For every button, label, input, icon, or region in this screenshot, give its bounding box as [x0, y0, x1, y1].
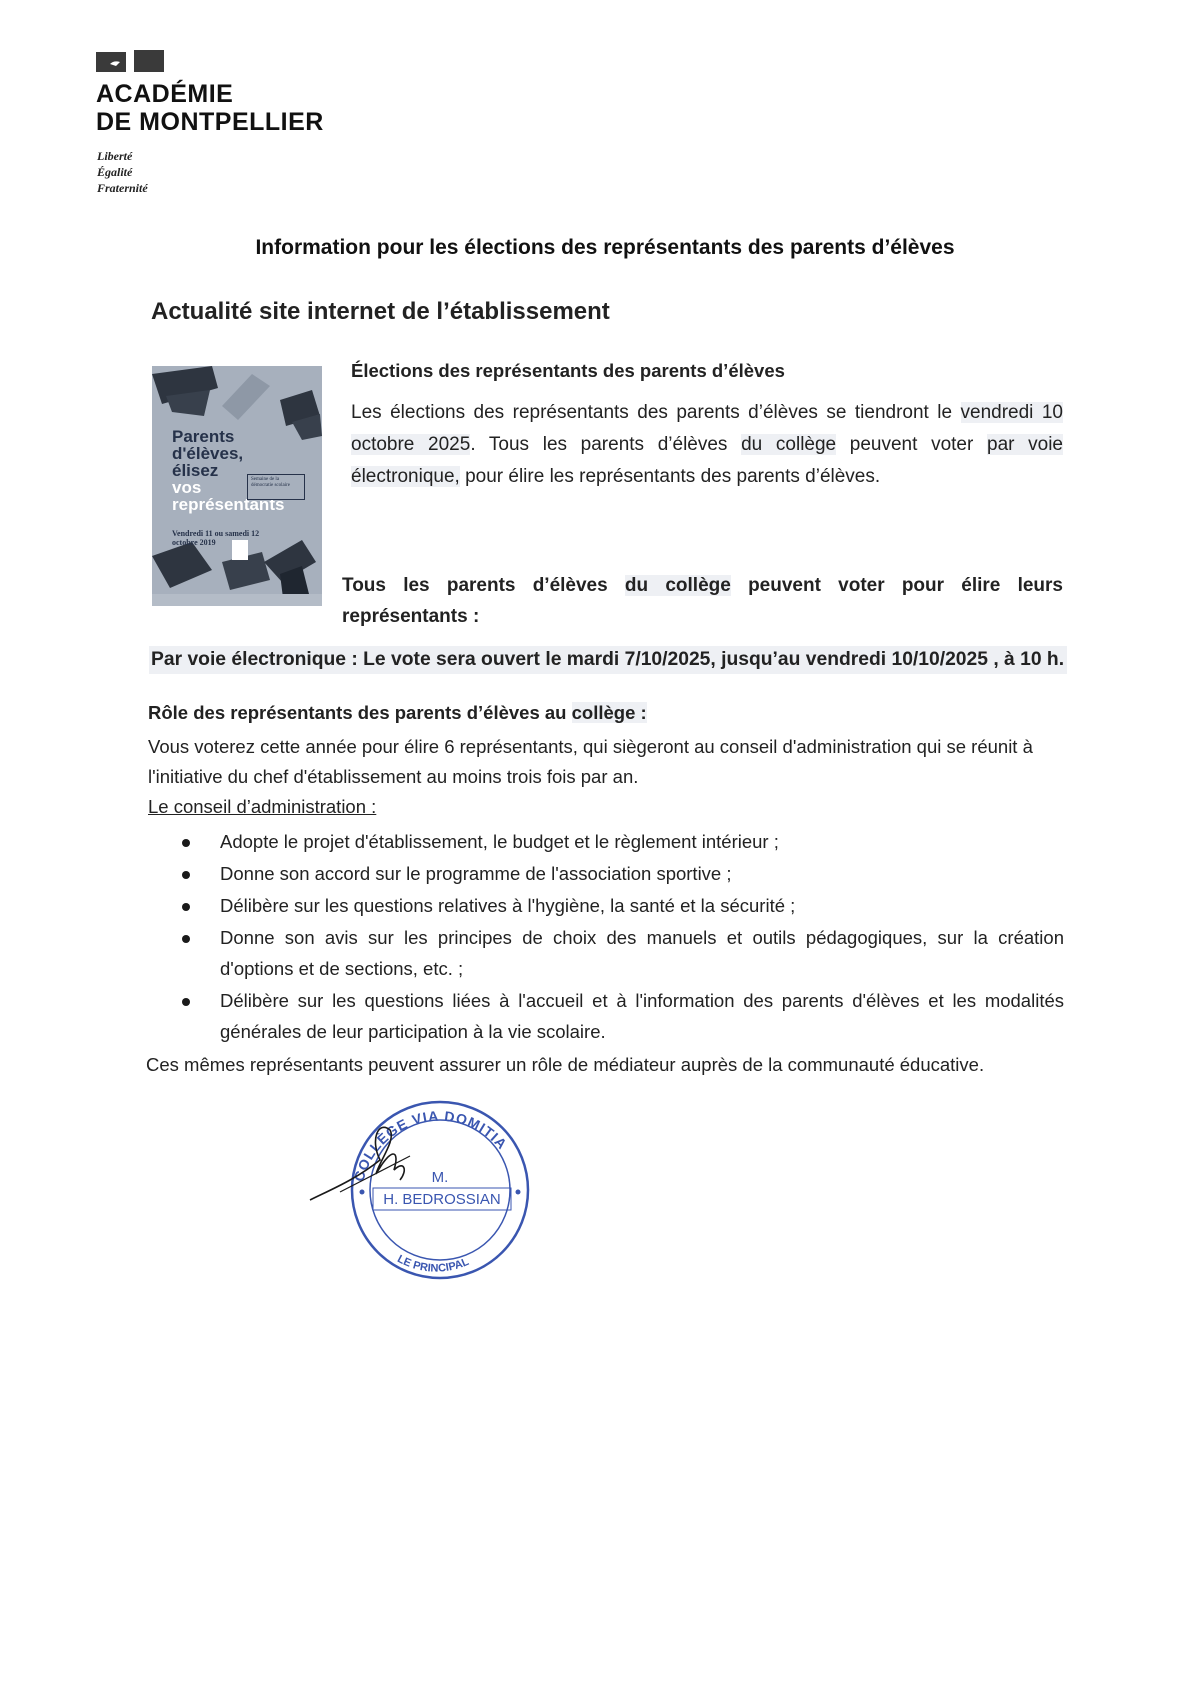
elections-heading: Élections des représentants des parents d’élèves	[351, 360, 785, 381]
motto-egalite: Égalité	[97, 165, 133, 179]
republic-motto	[97, 148, 148, 196]
list-item-text: Adopte le projet d'établissement, le budget et le règlement intérieur ;	[220, 831, 779, 852]
bullet-icon	[182, 998, 190, 1006]
p1-text-c: peuvent voter	[836, 434, 987, 455]
stamp-outer-ring	[352, 1102, 528, 1278]
list-item	[180, 890, 1064, 921]
vote-dates-line: Par voie électronique : Le vote sera ouvert le mardi 7/10/2025, jusqu’au vendredi 10/10/2025 , à 10 h.	[149, 646, 1067, 674]
conseil-administration-label: Le conseil d’administration :	[148, 796, 377, 817]
role-heading-text: Rôle des représentants des parents d’élèves au	[148, 702, 572, 723]
academie-line2: DE MONTPELLIER	[96, 108, 324, 136]
stamp-arc-bottom: LE PRINCIPAL	[395, 1253, 471, 1275]
stamp-dot-left-icon	[360, 1190, 365, 1195]
list-item-text: Délibère sur les questions liées à l'accueil et à l'information des parents d'élèves et les modalités générales de leur participation à la vie scolaire.	[220, 990, 1064, 1042]
section-title: Actualité site internet de l’établissement	[151, 298, 610, 325]
motto-fraternite: Fraternité	[97, 181, 148, 195]
poster-line5: représentants	[172, 495, 285, 514]
p1-text-a: Les élections des représentants des parents d’élèves se tiendront le	[351, 402, 961, 423]
academie-name	[96, 80, 324, 136]
bullet-icon	[182, 871, 190, 879]
p2-text-b: peuvent voter pour élire leurs représentants :	[342, 575, 1063, 627]
election-poster-image	[152, 366, 322, 606]
poster-dates: Vendredi 11 ou samedi 12 octobre 2019	[172, 529, 260, 547]
role-heading-college: collège :	[571, 702, 647, 723]
document-title: Information pour les élections des représentants des parents d’élèves	[255, 236, 955, 259]
bullet-icon	[182, 839, 190, 847]
list-item	[180, 858, 1064, 889]
closing-paragraph: Ces mêmes représentants peuvent assurer un rôle de médiateur auprès de la communauté éducative.	[146, 1054, 985, 1075]
role-paragraph: Vous voterez cette année pour élire 6 représentants, qui siègeront au conseil d'administration qui se réunit à l'initiative du chef d'établissement au moins trois fois par an.	[148, 736, 1033, 787]
bullet-icon	[182, 935, 190, 943]
p2-college-highlight: du collège	[624, 575, 731, 596]
list-item	[180, 922, 1064, 984]
list-item	[180, 985, 1064, 1047]
role-heading	[148, 702, 647, 724]
stamp-arc-top: COLLÈGE VIA DOMITIA	[350, 1107, 511, 1184]
p1-date-highlight: vendredi 10 octobre 2025	[351, 402, 1063, 455]
motto-liberte: Liberté	[97, 149, 133, 163]
academie-line1: ACADÉMIE	[96, 80, 234, 108]
elections-paragraph	[351, 397, 1063, 493]
list-item-text: Donne son accord sur le programme de l'association sportive ;	[220, 863, 732, 884]
p1-text-d: pour élire les représentants des parents d’élèves.	[459, 466, 881, 487]
poster-line4: vos	[172, 478, 202, 497]
poster-line1: Parents	[172, 427, 235, 446]
voters-paragraph	[342, 570, 1063, 632]
list-item-text: Donne son avis sur les principes de choix des manuels et outils pédagogiques, sur la création d'options et de sections, etc. ;	[220, 927, 1064, 979]
list-item	[180, 826, 1064, 857]
conseil-duties-list	[180, 826, 1064, 1048]
stamp-line1: M.	[431, 1169, 449, 1186]
poster-line2: d'élèves,	[172, 444, 244, 463]
stamp-dot-right-icon	[516, 1190, 521, 1195]
principal-stamp	[300, 1080, 540, 1280]
p2-text-a: Tous les parents d’élèves	[342, 575, 625, 596]
bullet-icon	[182, 903, 190, 911]
p1-text-b: . Tous les parents d’élèves	[470, 434, 742, 455]
p1-college-highlight: du collège	[741, 434, 837, 455]
list-item-text: Délibère sur les questions relatives à l'hygiène, la santé et la sécurité ;	[220, 895, 796, 916]
republique-francaise-logo-icon	[96, 50, 168, 74]
p1-voie-highlight: par voie électronique,	[351, 434, 1063, 487]
svg-text:COLLÈGE VIA DOMITIA	[351, 1108, 511, 1184]
poster-line3: élisez	[172, 461, 219, 480]
poster-headline	[172, 428, 284, 513]
stamp-line2: H. BEDROSSIAN	[383, 1191, 501, 1208]
poster-box-label: Semaine de la démocratie scolaire	[247, 474, 305, 500]
